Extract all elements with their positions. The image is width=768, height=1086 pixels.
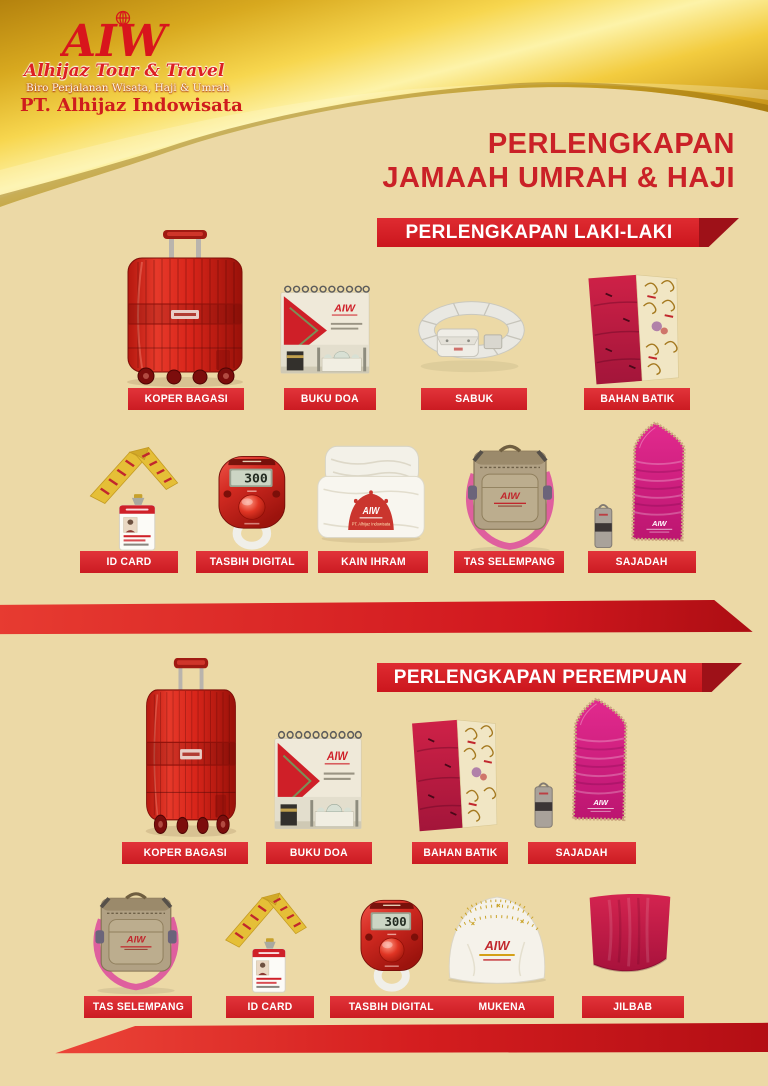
- product-label: MUKENA: [450, 996, 554, 1018]
- product-label: TASBIH DIGITAL: [196, 551, 308, 573]
- product-label: SAJADAH: [528, 842, 636, 864]
- product-label: KOPER BAGASI: [128, 388, 244, 410]
- svg-text:AIW: AIW: [126, 935, 146, 945]
- product-label: TAS SELEMPANG: [84, 996, 192, 1018]
- product-label: ID CARD: [226, 996, 314, 1018]
- prayer-mat-icon: [530, 696, 636, 836]
- page-title-line2: JAMAAH UMRAH & HAJI: [382, 162, 735, 194]
- svg-text:AIW: AIW: [334, 302, 356, 315]
- svg-text:PT. Alhijaz Indowisata: PT. Alhijaz Indowisata: [351, 521, 391, 527]
- section-banner-men-label: PERLENGKAPAN LAKI-LAKI: [405, 221, 673, 243]
- product-label: TAS SELEMPANG: [454, 551, 564, 573]
- sling-bag-icon: [450, 436, 570, 556]
- product-label: BUKU DOA: [266, 842, 372, 864]
- product-label: JILBAB: [582, 996, 684, 1018]
- product-label: ID CARD: [80, 551, 178, 573]
- digital-tasbih-icon: [203, 452, 297, 550]
- footer-stripe: [0, 1018, 768, 1058]
- digital-tasbih-icon: [346, 896, 434, 992]
- banner-tip: [702, 663, 742, 692]
- product-label: KAIN IHRAM: [318, 551, 428, 573]
- hijab-icon: [578, 888, 680, 986]
- brand-script-name: Alhijaz Tour & Travel: [24, 61, 225, 81]
- prayer-book-icon: [270, 728, 366, 834]
- page-title: [382, 127, 735, 195]
- svg-text:AIW: AIW: [484, 937, 510, 954]
- product-label: KOPER BAGASI: [122, 842, 248, 864]
- aiw-logo: [60, 10, 196, 64]
- ihram-cloth-icon: [314, 442, 428, 544]
- section-divider: [0, 595, 768, 640]
- logo-text: AIW: [62, 16, 167, 64]
- mukena-icon: [438, 884, 556, 986]
- section-banner-women: [377, 663, 704, 692]
- svg-text:AIW: AIW: [362, 505, 380, 517]
- svg-text:AIW: AIW: [326, 750, 348, 763]
- product-label: TASBIH DIGITAL: [330, 996, 452, 1018]
- page-title-line1: PERLENGKAPAN: [487, 128, 735, 160]
- globe-icon: [117, 12, 130, 25]
- id-card-icon: [82, 440, 186, 552]
- product-label: BUKU DOA: [284, 388, 376, 410]
- suitcase-icon: [134, 658, 248, 838]
- svg-text:300: 300: [244, 471, 268, 486]
- svg-text:AIW: AIW: [593, 798, 609, 808]
- suitcase-icon: [112, 230, 258, 388]
- section-banner-women-label: PERLENGKAPAN PEREMPUAN: [393, 666, 688, 688]
- svg-text:300: 300: [384, 915, 407, 929]
- sling-bag-icon: [78, 884, 194, 996]
- product-label: SAJADAH: [588, 551, 696, 573]
- prayer-book-icon: [276, 283, 374, 378]
- id-card-icon: [218, 886, 314, 994]
- belt-icon: [408, 286, 535, 376]
- batik-fabric-icon: [582, 271, 686, 387]
- brand-company: PT. Alhijaz Indowisata: [20, 95, 243, 116]
- svg-text:AIW: AIW: [652, 519, 667, 528]
- prayer-mat-icon: [590, 420, 694, 556]
- batik-fabric-icon: [406, 716, 504, 834]
- section-banner-men: [377, 218, 701, 247]
- product-label: SABUK: [421, 388, 527, 410]
- product-label: BAHAN BATIK: [412, 842, 508, 864]
- product-label: BAHAN BATIK: [584, 388, 690, 410]
- svg-text:AIW: AIW: [500, 491, 520, 502]
- brand-subtitle: Biro Perjalanan Wisata, Haji & Umrah: [26, 82, 230, 94]
